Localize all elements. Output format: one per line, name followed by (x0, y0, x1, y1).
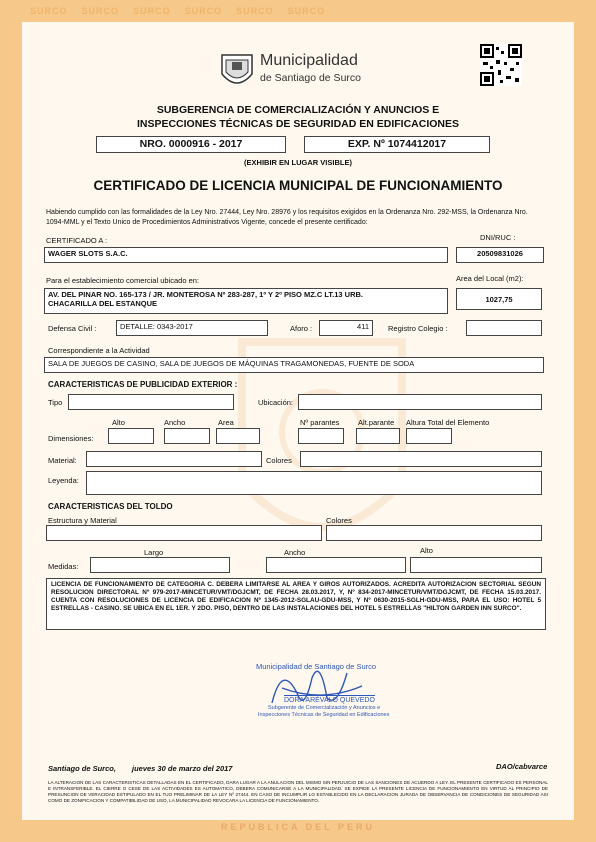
dni-field (456, 247, 544, 263)
ancho-label: Ancho (164, 418, 186, 427)
header-line-2: INSPECCIONES TÉCNICAS DE SEGURIDAD EN EDIFICACIONES (136, 118, 460, 130)
observaciones-box: LICENCIA DE FUNCIONAMIENTO DE CATEGORIA C. DEBERA LIMITARSE AL AREA Y GIROS AUTORIZADOS. ACREDITA AUTORIZACION SECTORIAL SEGUN RESOLUCION DIRECTORAL Nº 979-2017-MINCETUR/VMT/DGJCMT, DE FECHA 28.03.2017, Y, Nº 834-2017-MINCETUR/VMT/DGJCMT, DE FECHA 15.03.2017. CUENTA CON RESOLUCIONES DE LICENCIA DE EDIFICACION Nº 1345-2012-SGLAU-GDU-MSS, Y Nº 0630-2015-SGLH-GDU-MSS, PARA EL USO: HOTEL 5 ESTRELLAS - CASINO. SE UBICA EN EL 1ER. Y 2DO. PISO, DENTRO DE LAS INSTALACIONES DEL HOTEL 5 ESTRELLAS "HILTON GARDEN INN SURCO". (46, 578, 546, 630)
largo-field (90, 557, 230, 573)
certificate-body (22, 22, 574, 820)
largo-label: Largo (144, 548, 164, 557)
colores-label: Colores (266, 456, 292, 465)
defensa-value: DETALLE: 0343-2017 (120, 322, 193, 331)
border-word-top: SURCO SURCO SURCO SURCO SURCO SURCO (30, 6, 326, 16)
leyenda-label: Leyenda: (48, 476, 79, 485)
dni-label: DNI/RUC : (480, 233, 516, 242)
address-field (44, 288, 448, 314)
qr-code-icon (480, 44, 522, 86)
ubicacion-label: Ubicación: (258, 398, 294, 407)
alto-field (108, 428, 154, 444)
signatory-role-2: Inspecciones Técnicas de Seguridad en Edificaciones (258, 712, 390, 718)
leyenda-field (86, 471, 542, 495)
exhibir-note: (EXHIBIR EN LUGAR VISIBLE) (244, 158, 352, 167)
material-label: Material: (48, 456, 77, 465)
area-pub-field (216, 428, 260, 444)
certificado-label: CERTIFICADO A : (46, 236, 108, 245)
exp-box: EXP. Nº 1074412017 (304, 136, 490, 153)
toldo-title: CARACTERISTICAS DEL TOLDO (48, 502, 173, 511)
dimensiones-label: Dimensiones: (48, 434, 94, 443)
establecimiento-label: Para el establecimiento comercial ubicado en: (46, 276, 199, 285)
toldo-ancho-label: Ancho (284, 548, 306, 557)
footer-date: jueves 30 de marzo del 2017 (132, 764, 233, 773)
ancho-field (164, 428, 210, 444)
republica-text: REPUBLICA DEL PERU (220, 822, 375, 832)
altparante-label: Alt.parante (358, 418, 395, 427)
defensa-field (116, 320, 268, 336)
intro-text: Habiendo cumplido con las formalidades de la Ley Nro. 27444, Ley Nro. 28976 y los requisitos exigidos en la Ordenanza Nro. 292-MSS, la Ordenanza Nro. 1094-MML y el Texto Unico de Procedimientos Administrativos Vigente, concede el presente certificado: (46, 209, 528, 226)
material-field (86, 451, 262, 467)
area-field (456, 288, 542, 310)
actividad-value: SALA DE JUEGOS DE CASINO, SALA DE JUEGOS DE MÁQUINAS TRAGAMONEDAS, FUENTE DE SODA (48, 359, 415, 368)
footer-disclaimer: LA ALTERACION DE LAS CARACTERISTICAS DETALLADAS EN EL CERTIFICADO, DARA LUGAR A LA ANULACION DEL MISMO SIN PERJUICIO DE LAS SANCIONES DE ACUERDO A LEY. EL PRESENTE CERTIFICADO ES PERSONAL E INTRANSFERIBLE. EL CIERRE O CESE DE LAS ACTIVIDADES ES AUTOMATICO, DEBERA COMUNICARSE A LA MUNICIPALIDAD. SE EXPIDE LA PRESENTE LICENCIA DE FUNCIONAMIENTO EN VIRTUD AL PRINCIPIO DE PRESUNCION DE VERACIDAD ESTIPULADO EN EL TUO PRELIMINAR DE LA LEY Nº 27444. EN CASO DE INCUMPLIR LO ESTABLECIDO EN LA DECLARACION JURADA DE OBSERVANCIA DE CONDICIONES DE SEGURIDAD ASI COMO DE ZONIFICACION Y COMPATIBILIDAD DE USO, LA MUNICIPALIDAD REVOCARA LA LICENCIA DE FUNCIONAMIENTO. (48, 780, 548, 803)
altparante-field (356, 428, 400, 444)
actividad-label: Correspondiente a la Actividad (48, 346, 150, 355)
altura-total-label: Altura Total del Elemento (406, 418, 490, 427)
header-line-1: SUBGERENCIA DE COMERCIALIZACIÓN Y ANUNCIOS E (156, 104, 440, 116)
certificado-value: WAGER SLOTS S.A.C. (48, 249, 128, 258)
address-line-1: AV. DEL PINAR NO. 165-173 / JR. MONTEROSA Nº 283-287, 1º Y 2º PISO MZ.C LT.13 URB. (48, 290, 363, 299)
municipality-name: Municipalidad (260, 52, 358, 69)
parantes-label: Nº parantes (300, 418, 340, 427)
tipo-field (68, 394, 234, 410)
registro-label: Registro Colegio : (388, 324, 448, 333)
aforo-label: Aforo : (290, 324, 313, 333)
municipality-logo (218, 52, 256, 90)
colores-field (300, 451, 542, 467)
alto-label: Alto (112, 418, 125, 427)
stamp-municipality: Municipalidad de Santiago de Surco (256, 662, 377, 671)
toldo-alto-label: Alto (420, 546, 433, 555)
ubicacion-field (298, 394, 542, 410)
estructura-label: Estructura y Material (48, 516, 117, 525)
signatory-role-1: Subgerente de Comercialización y Anuncios e (268, 705, 381, 711)
certificado-field (44, 247, 448, 263)
area-pub-label: Area (218, 418, 234, 427)
footer-code: DAO/cabvarce (496, 762, 548, 771)
dni-value: 20509831026 (477, 249, 523, 258)
toldo-colores-field (326, 525, 542, 541)
area-label: Area del Local (m2): (456, 274, 524, 283)
toldo-alto-field (410, 557, 542, 573)
altura-total-field (406, 428, 452, 444)
parantes-field (298, 428, 344, 444)
toldo-ancho-field (266, 557, 406, 573)
coat-of-arms-icon (218, 52, 256, 90)
publicidad-title: CARACTERISTICAS DE PUBLICIDAD EXTERIOR : (48, 380, 238, 389)
toldo-colores-label: Colores (326, 516, 352, 525)
medidas-label: Medidas: (48, 562, 79, 571)
actividad-field (44, 357, 544, 373)
tipo-label: Tipo (48, 398, 63, 407)
registro-field (466, 320, 542, 336)
defensa-label: Defensa Civil : (48, 324, 97, 333)
aforo-value: 411 (357, 322, 369, 331)
estructura-field (46, 525, 322, 541)
page-title: CERTIFICADO DE LICENCIA MUNICIPAL DE FUNCIONAMIENTO (93, 178, 503, 193)
footer-place: Santiago de Surco, (48, 764, 116, 773)
municipality-subname: de Santiago de Surco (260, 72, 361, 84)
signatory-name: DORA ARÉVALO QUEVEDO (284, 697, 375, 704)
aforo-field (319, 320, 373, 336)
nro-box: NRO. 0000916 - 2017 (96, 136, 286, 153)
address-line-2: CHACARILLA DEL ESTANQUE (48, 299, 158, 308)
area-value: 1027,75 (485, 295, 513, 304)
